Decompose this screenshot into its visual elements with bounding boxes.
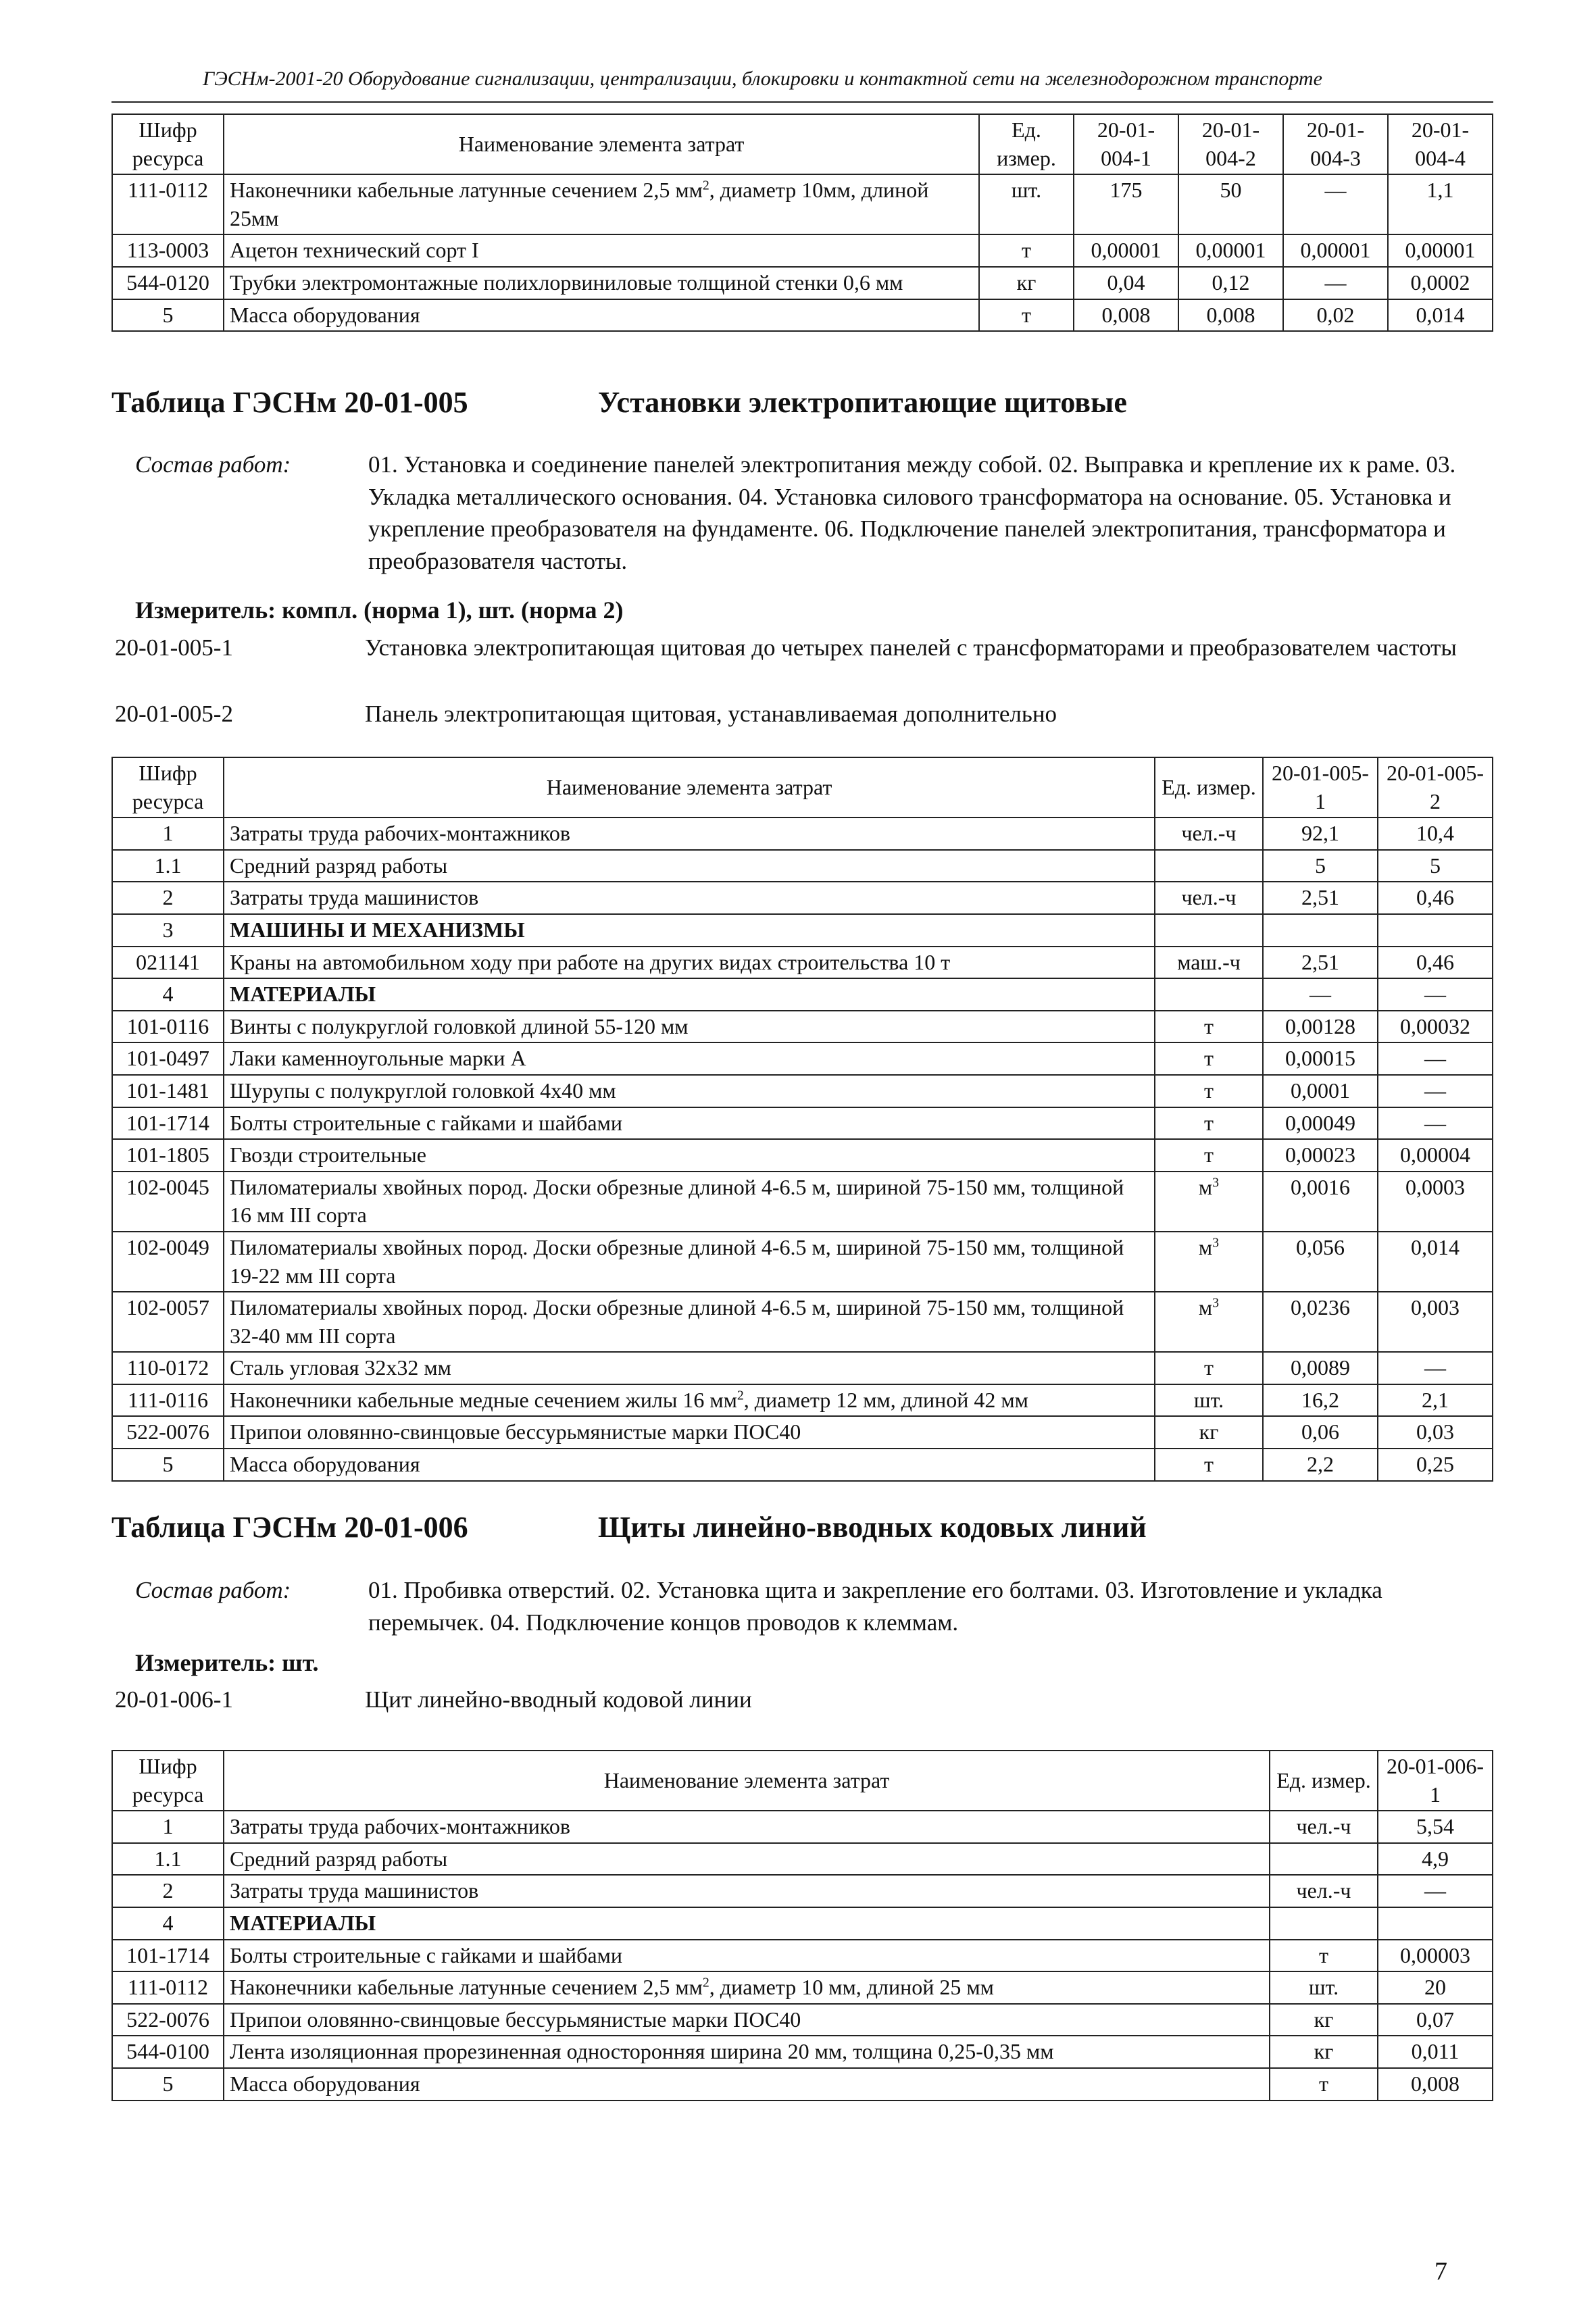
cell-value: 0,00001 [1388, 234, 1493, 267]
header-unit: Ед. измер. [979, 114, 1074, 174]
cell-value: 0,00001 [1283, 234, 1388, 267]
header-name: Наименование элемента затрат [224, 114, 979, 174]
cell-name: Краны на автомобильном ходу при работе на других видах строительства 10 т [224, 947, 1155, 979]
header-code: Шифр ресурса [112, 757, 224, 818]
cell-value: — [1263, 978, 1378, 1011]
cell-value: 0,25 [1378, 1449, 1493, 1481]
cell-value: 0,00001 [1074, 234, 1178, 267]
cell-value: 0,0089 [1263, 1352, 1378, 1384]
cell-value: 0,011 [1378, 2036, 1493, 2068]
cell-unit: т [1155, 1449, 1263, 1481]
cell-name: МАШИНЫ И МЕХАНИЗМЫ [224, 914, 1155, 947]
cell-unit [1270, 1843, 1378, 1876]
cell-name: Наконечники кабельные латунные сечением 2,5 $мм^2$, диаметр 10мм, длиной 25мм [224, 174, 979, 234]
norm-005-2 [115, 698, 1487, 730]
cell-value: — [1378, 1352, 1493, 1384]
table-row [112, 1971, 1493, 2004]
cell-code: 102-0049 [112, 1232, 224, 1292]
cell-value: 0,0236 [1263, 1292, 1378, 1352]
table-row [112, 1875, 1493, 1907]
cell-value: 0,014 [1388, 299, 1493, 332]
table-row [112, 1811, 1493, 1843]
header-unit: Ед. измер. [1270, 1751, 1378, 1811]
cell-unit: чел.-ч [1155, 882, 1263, 914]
cell-value: 0,00023 [1263, 1139, 1378, 1172]
cell-value: 0,00003 [1378, 1940, 1493, 1972]
measure-005: Измеритель: компл. (норма 1), шт. (норма 2) [135, 597, 624, 624]
cell-name: Масса оборудования [224, 2068, 1270, 2101]
cell-code: 4 [112, 1907, 224, 1940]
cell-unit: шт. [1270, 1971, 1378, 2004]
table-005-title [111, 385, 1127, 420]
cell-unit: т [1155, 1352, 1263, 1384]
header-name: Наименование элемента затрат [224, 1751, 1270, 1811]
cell-code: 111-0112 [112, 174, 224, 234]
norm-006-1 [115, 1684, 1487, 1716]
cell-unit: т [1155, 1107, 1263, 1140]
cell-unit: шт. [979, 174, 1074, 234]
cell-value: 0,03 [1378, 1416, 1493, 1449]
cell-name: Болты строительные с гайками и шайбами [224, 1940, 1270, 1972]
works-006 [135, 1574, 1487, 1638]
table-row [112, 850, 1493, 882]
cell-unit [1155, 850, 1263, 882]
cell-value: 0,00015 [1263, 1042, 1378, 1075]
table-006-title [111, 1510, 1147, 1544]
cell-value: 5 [1263, 850, 1378, 882]
table-005 [111, 757, 1493, 1482]
cell-name: Припои оловянно-свинцовые бессурьмянистые марки ПОС40 [224, 1416, 1155, 1449]
cell-code: 110-0172 [112, 1352, 224, 1384]
cell-value: 16,2 [1263, 1384, 1378, 1417]
cell-name: Пиломатериалы хвойных пород. Доски обрезные длиной 4-6.5 м, шириной 75-150 мм, толщиной 16 мм III сорта [224, 1172, 1155, 1232]
cell-code: 522-0076 [112, 2004, 224, 2036]
cell-code: 5 [112, 2068, 224, 2101]
cell-unit: шт. [1155, 1384, 1263, 1417]
cell-name: Гвозди строительные [224, 1139, 1155, 1172]
cell-name: Затраты труда рабочих-монтажников [224, 1811, 1270, 1843]
cell-unit: т [1270, 1940, 1378, 1972]
cell-code: 113-0003 [112, 234, 224, 267]
table-header-row [112, 114, 1493, 174]
table-row [112, 267, 1493, 299]
cell-unit: $м^3$ [1155, 1292, 1263, 1352]
cell-value [1378, 914, 1493, 947]
norm-code: 20-01-006-1 [115, 1686, 233, 1713]
norm-005-1 [115, 632, 1487, 664]
cell-value: 0,00049 [1263, 1107, 1378, 1140]
table-row [112, 234, 1493, 267]
cell-code: 522-0076 [112, 1416, 224, 1449]
header-code: Шифр ресурса [112, 1751, 224, 1811]
cell-code: 1 [112, 1811, 224, 1843]
table-row [112, 818, 1493, 850]
cell-code: 111-0112 [112, 1971, 224, 2004]
table-006 [111, 1750, 1493, 2101]
page-number: 7 [1435, 2257, 1447, 2286]
cell-value [1263, 914, 1378, 947]
cell-name: МАТЕРИАЛЫ [224, 1907, 1270, 1940]
table-row [112, 1042, 1493, 1075]
table-row [112, 1292, 1493, 1352]
cell-value: 5,54 [1378, 1811, 1493, 1843]
header-norm-col: 20-01-004-1 [1074, 114, 1178, 174]
cell-code: 102-0045 [112, 1172, 224, 1232]
cell-value: 0,06 [1263, 1416, 1378, 1449]
cell-name: Трубки электромонтажные полихлорвиниловые толщиной стенки 0,6 мм [224, 267, 979, 299]
cell-value: — [1378, 1075, 1493, 1107]
cell-value: 2,51 [1263, 947, 1378, 979]
cell-name: Затраты труда машинистов [224, 1875, 1270, 1907]
norm-text: Панель электропитающая щитовая, устанавливаемая дополнительно [365, 701, 1057, 727]
table-row [112, 1107, 1493, 1140]
works-005-label: Состав работ: [135, 451, 291, 478]
header-norm-col: 20-01-005-2 [1378, 757, 1493, 818]
cell-value: 92,1 [1263, 818, 1378, 850]
cell-value: 0,00128 [1263, 1011, 1378, 1043]
cell-unit: т [1270, 2068, 1378, 2101]
cell-value: 1,1 [1388, 174, 1493, 234]
cell-name: Сталь угловая 32х32 мм [224, 1352, 1155, 1384]
cell-value: 0,008 [1378, 2068, 1493, 2101]
cell-unit: чел.-ч [1270, 1875, 1378, 1907]
cell-code: 101-0497 [112, 1042, 224, 1075]
cell-value: 0,02 [1283, 299, 1388, 332]
cell-name: Средний разряд работы [224, 1843, 1270, 1876]
header-name: Наименование элемента затрат [224, 757, 1155, 818]
cell-unit [1155, 978, 1263, 1011]
cell-value: 0,008 [1178, 299, 1283, 332]
works-006-label: Состав работ: [135, 1577, 291, 1603]
header-norm-col: 20-01-004-3 [1283, 114, 1388, 174]
cell-code: 101-0116 [112, 1011, 224, 1043]
cell-value: — [1378, 1042, 1493, 1075]
cell-code: 544-0120 [112, 267, 224, 299]
cell-name: Затраты труда рабочих-монтажников [224, 818, 1155, 850]
cell-code: 5 [112, 1449, 224, 1481]
cell-name: Ацетон технический сорт I [224, 234, 979, 267]
cell-name: Наконечники кабельные медные сечением жилы 16 $мм^2$, диаметр 12 мм, длиной 42 мм [224, 1384, 1155, 1417]
cell-code: 3 [112, 914, 224, 947]
cell-value: 0,00004 [1378, 1139, 1493, 1172]
cell-unit: кг [1270, 2004, 1378, 2036]
cell-value: 0,00032 [1378, 1011, 1493, 1043]
header-rule [111, 101, 1493, 103]
cell-unit: кг [979, 267, 1074, 299]
cell-code: 1.1 [112, 1843, 224, 1876]
cell-value: 0,014 [1378, 1232, 1493, 1292]
cell-unit: маш.-ч [1155, 947, 1263, 979]
table-row [112, 1940, 1493, 1972]
table-005-number: Таблица ГЭСНм 20-01-005 [111, 386, 468, 419]
cell-value: 10,4 [1378, 818, 1493, 850]
cell-code: 5 [112, 299, 224, 332]
table-row [112, 947, 1493, 979]
cell-unit [1155, 914, 1263, 947]
table-row [112, 1843, 1493, 1876]
cell-name: Шурупы с полукруглой головкой 4х40 мм [224, 1075, 1155, 1107]
table-row [112, 1139, 1493, 1172]
cell-unit: т [1155, 1042, 1263, 1075]
table-005-name: Установки электропитающие щитовые [598, 386, 1127, 419]
table-row [112, 1011, 1493, 1043]
cell-value: 5 [1378, 850, 1493, 882]
cell-name: Припои оловянно-свинцовые бессурьмянистые марки ПОС40 [224, 2004, 1270, 2036]
cell-code: 1 [112, 818, 224, 850]
cell-value: 0,46 [1378, 947, 1493, 979]
table-row [112, 174, 1493, 234]
table-row [112, 1416, 1493, 1449]
works-006-text: 01. Пробивка отверстий. 02. Установка щита и закрепление его болтами. 03. Изготовление и укладка перемычек. 04. Подключение концов проводов к клеммам. [368, 1577, 1382, 1636]
norm-code: 20-01-005-2 [115, 701, 233, 727]
cell-value: 175 [1074, 174, 1178, 234]
cell-value: 0,0016 [1263, 1172, 1378, 1232]
cell-name: Масса оборудования [224, 1449, 1155, 1481]
cell-value: — [1378, 978, 1493, 1011]
cell-value: 0,12 [1178, 267, 1283, 299]
cell-value: 0,0003 [1378, 1172, 1493, 1232]
table-row [112, 2036, 1493, 2068]
cell-code: 1.1 [112, 850, 224, 882]
table-row [112, 1172, 1493, 1232]
cell-name: Пиломатериалы хвойных пород. Доски обрезные длиной 4-6.5 м, шириной 75-150 мм, толщиной 19-22 мм III сорта [224, 1232, 1155, 1292]
table-004 [111, 114, 1493, 332]
cell-name: Лента изоляционная прорезиненная односторонняя ширина 20 мм, толщина 0,25-0,35 мм [224, 2036, 1270, 2068]
cell-unit: т [1155, 1139, 1263, 1172]
cell-value: — [1283, 267, 1388, 299]
cell-code: 2 [112, 882, 224, 914]
cell-unit: т [1155, 1075, 1263, 1107]
header-norm-col: 20-01-005-1 [1263, 757, 1378, 818]
cell-unit: чел.-ч [1270, 1811, 1378, 1843]
cell-code: 101-1481 [112, 1075, 224, 1107]
cell-unit: т [979, 234, 1074, 267]
header-norm-col: 20-01-004-4 [1388, 114, 1493, 174]
measure-006: Измеритель: шт. [135, 1649, 319, 1676]
cell-value: 0,008 [1074, 299, 1178, 332]
cell-unit: кг [1155, 1416, 1263, 1449]
norm-text: Установка электропитающая щитовая до четырех панелей с трансформаторами и преобразователем частоты [365, 634, 1457, 661]
cell-value [1378, 1907, 1493, 1940]
works-005 [135, 449, 1487, 577]
norm-text: Щит линейно-вводный кодовой линии [365, 1686, 752, 1713]
running-header: ГЭСНм-2001-20 Оборудование сигнализации, централизации, блокировки и контактной сети на железнодорожном транспорте [203, 68, 1322, 90]
cell-code: 101-1805 [112, 1139, 224, 1172]
table-row [112, 914, 1493, 947]
cell-name: Масса оборудования [224, 299, 979, 332]
cell-value: 0,04 [1074, 267, 1178, 299]
cell-value: 20 [1378, 1971, 1493, 2004]
cell-name: Лаки каменноугольные марки А [224, 1042, 1155, 1075]
cell-name: Болты строительные с гайками и шайбами [224, 1107, 1155, 1140]
header-code: Шифр ресурса [112, 114, 224, 174]
cell-code: 102-0057 [112, 1292, 224, 1352]
cell-name: Средний разряд работы [224, 850, 1155, 882]
cell-unit: т [979, 299, 1074, 332]
cell-code: 021141 [112, 947, 224, 979]
cell-value: 0,00001 [1178, 234, 1283, 267]
table-header-row [112, 757, 1493, 818]
cell-unit: т [1155, 1011, 1263, 1043]
table-row [112, 1075, 1493, 1107]
cell-name: Наконечники кабельные латунные сечением 2,5 $мм^2$, диаметр 10 мм, длиной 25 мм [224, 1971, 1270, 2004]
cell-value: 0,056 [1263, 1232, 1378, 1292]
header-unit: Ед. измер. [1155, 757, 1263, 818]
cell-value: — [1283, 174, 1388, 234]
cell-value: 4,9 [1378, 1843, 1493, 1876]
header-norm-col: 20-01-006-1 [1378, 1751, 1493, 1811]
cell-name: Пиломатериалы хвойных пород. Доски обрезные длиной 4-6.5 м, шириной 75-150 мм, толщиной 32-40 мм III сорта [224, 1292, 1155, 1352]
cell-unit: чел.-ч [1155, 818, 1263, 850]
table-006-number: Таблица ГЭСНм 20-01-006 [111, 1511, 468, 1544]
cell-name: МАТЕРИАЛЫ [224, 978, 1155, 1011]
cell-code: 2 [112, 1875, 224, 1907]
cell-value: 50 [1178, 174, 1283, 234]
table-row [112, 1352, 1493, 1384]
cell-name: Затраты труда машинистов [224, 882, 1155, 914]
table-row [112, 299, 1493, 332]
table-row [112, 1232, 1493, 1292]
cell-unit [1270, 1907, 1378, 1940]
cell-value: 2,51 [1263, 882, 1378, 914]
table-row [112, 1384, 1493, 1417]
cell-code: 111-0116 [112, 1384, 224, 1417]
table-row [112, 1907, 1493, 1940]
cell-name: Винты с полукруглой головкой длиной 55-120 мм [224, 1011, 1155, 1043]
cell-unit: $м^3$ [1155, 1232, 1263, 1292]
cell-value: 0,46 [1378, 882, 1493, 914]
cell-code: 101-1714 [112, 1940, 224, 1972]
cell-code: 4 [112, 978, 224, 1011]
cell-unit: кг [1270, 2036, 1378, 2068]
table-row [112, 2004, 1493, 2036]
table-row [112, 882, 1493, 914]
cell-value: 0,003 [1378, 1292, 1493, 1352]
table-row [112, 1449, 1493, 1481]
cell-value: — [1378, 1875, 1493, 1907]
cell-code: 101-1714 [112, 1107, 224, 1140]
cell-code: 544-0100 [112, 2036, 224, 2068]
cell-value: 0,0001 [1263, 1075, 1378, 1107]
cell-value: 0,0002 [1388, 267, 1493, 299]
table-row [112, 2068, 1493, 2101]
cell-value: 0,07 [1378, 2004, 1493, 2036]
cell-value: 2,1 [1378, 1384, 1493, 1417]
header-norm-col: 20-01-004-2 [1178, 114, 1283, 174]
works-005-text: 01. Установка и соединение панелей электропитания между собой. 02. Выправка и крепление их к раме. 03. Укладка металлического основания. 04. Установка силового трансформатора на основание. 05. Установка и укрепление преобразователя на фундаменте. 06. Подключение панелей электропитания, трансформатора и преобразователя частоты. [368, 451, 1456, 574]
norm-code: 20-01-005-1 [115, 634, 233, 661]
table-row [112, 978, 1493, 1011]
cell-value: — [1378, 1107, 1493, 1140]
cell-value: 2,2 [1263, 1449, 1378, 1481]
table-006-name: Щиты линейно-вводных кодовых линий [598, 1511, 1147, 1544]
table-header-row [112, 1751, 1493, 1811]
cell-unit: $м^3$ [1155, 1172, 1263, 1232]
